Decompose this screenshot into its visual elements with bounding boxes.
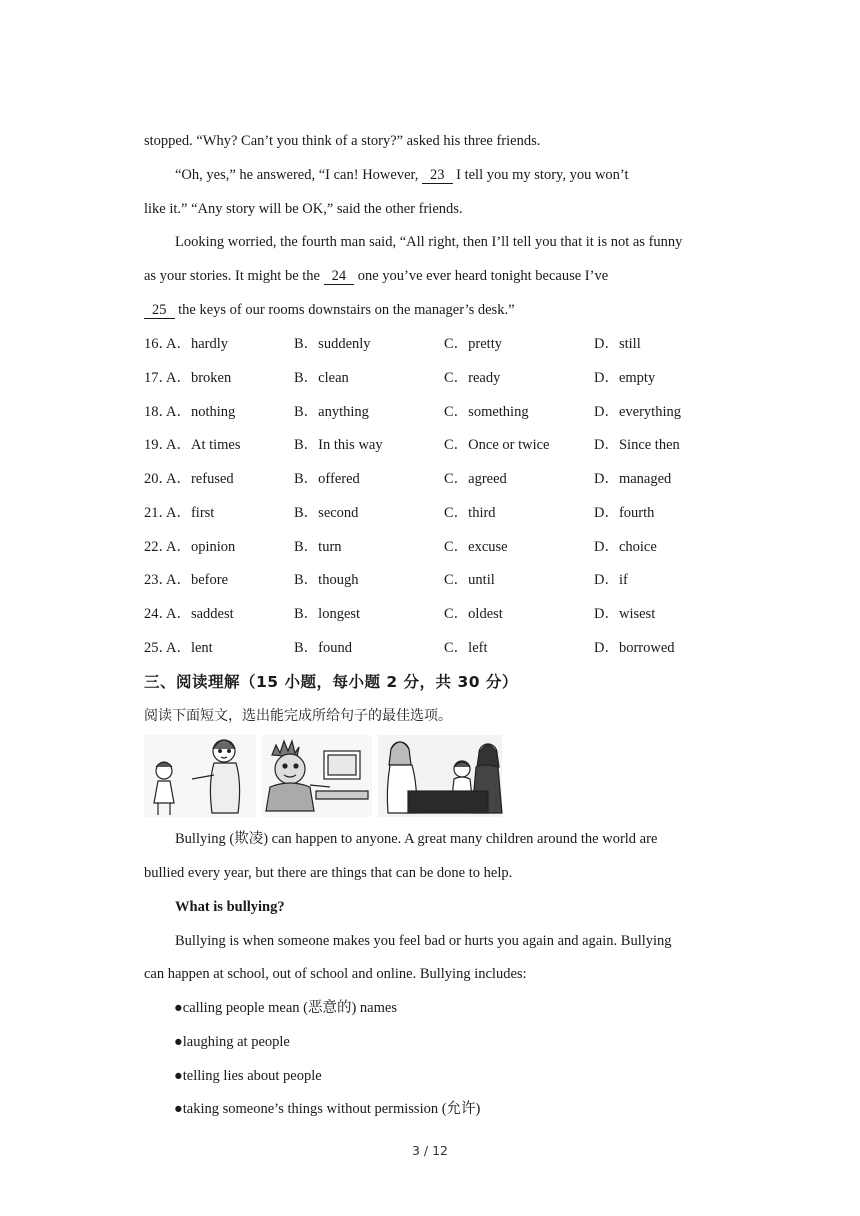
passage-line: can happen at school, out of school and online. Bullying includes:: [144, 966, 527, 982]
question-row: [144, 435, 744, 455]
question-row: [144, 402, 744, 422]
passage-subheading: What is bullying?: [175, 899, 285, 915]
page-number: 3 / 12: [411, 1143, 449, 1158]
option-d: D．if: [594, 572, 628, 588]
option-d: D．fourth: [594, 505, 655, 521]
option-a: A．first: [166, 505, 215, 521]
option-b: B．though: [294, 572, 359, 588]
option-b: B．clean: [294, 370, 349, 386]
question-row: [144, 469, 744, 489]
option-c: C．until: [444, 572, 495, 588]
section-heading: 三、阅读理解（15 小题，每小题 2 分，共 30 分）: [144, 673, 518, 691]
option-c: C．excuse: [444, 539, 508, 555]
question-number: 18．: [144, 404, 173, 420]
option-c: C．pretty: [444, 336, 502, 352]
option-d: D．managed: [594, 471, 672, 487]
option-a: A．refused: [166, 471, 234, 487]
passage-line: Bullying (欺凌) can happen to anyone. A great many children around the world are: [175, 831, 658, 847]
option-c: C．oldest: [444, 606, 503, 622]
option-c: C．third: [444, 505, 496, 521]
option-c: C．Once or twice: [444, 437, 550, 453]
option-b: B．second: [294, 505, 359, 521]
story-line: Looking worried, the fourth man said, “All right, then I’ll tell you that it is not as funny: [175, 234, 683, 250]
question-number: 22．: [144, 539, 173, 555]
option-c: C．ready: [444, 370, 501, 386]
question-row: [144, 638, 744, 658]
story-line: as your stories. It might be the 24 one you’ve ever heard tonight because I’ve: [144, 268, 609, 284]
option-a: A．At times: [166, 437, 241, 453]
question-number: 25．: [144, 640, 173, 656]
story-line: stopped. “Why? Can’t you think of a story?” asked his three friends.: [144, 133, 541, 149]
option-a: A．nothing: [166, 404, 236, 420]
question-number: 16．: [144, 336, 173, 352]
option-b: B．turn: [294, 539, 342, 555]
story-line: 25 the keys of our rooms downstairs on the manager’s desk.”: [144, 300, 716, 320]
answer-blank-24: 24: [324, 268, 355, 285]
option-a: A．lent: [166, 640, 213, 656]
bullying-illustration: [144, 735, 504, 817]
story-line: like it.” “Any story will be OK,” said the other friends.: [144, 201, 463, 217]
option-d: D．everything: [594, 404, 681, 420]
option-d: D．borrowed: [594, 640, 675, 656]
option-b: B．offered: [294, 471, 360, 487]
option-a: A．saddest: [166, 606, 234, 622]
option-a: A．before: [166, 572, 229, 588]
question-row: [144, 503, 744, 523]
section-instruction: 阅读下面短文，选出能完成所给句子的最佳选项。: [144, 708, 452, 724]
option-a: A．hardly: [166, 336, 229, 352]
passage-line: bullied every year, but there are things that can be done to help.: [144, 865, 513, 881]
question-number: 19．: [144, 437, 173, 453]
option-c: C．left: [444, 640, 488, 656]
question-row: [144, 570, 744, 590]
option-d: D．choice: [594, 539, 657, 555]
option-c: C．something: [444, 404, 529, 420]
question-number: 21．: [144, 505, 173, 521]
option-a: A．broken: [166, 370, 232, 386]
option-b: B．found: [294, 640, 352, 656]
question-row: [144, 368, 744, 388]
option-d: D．empty: [594, 370, 656, 386]
question-number: 24．: [144, 606, 173, 622]
option-d: D．wisest: [594, 606, 656, 622]
option-b: B．suddenly: [294, 336, 371, 352]
passage-line: Bullying is when someone makes you feel bad or hurts you again and again. Bullying: [175, 933, 672, 949]
bullet-item: ●telling lies about people: [174, 1068, 322, 1084]
answer-blank-25: 25: [144, 302, 175, 319]
question-row: [144, 334, 744, 354]
option-c: C．agreed: [444, 471, 507, 487]
option-b: B．longest: [294, 606, 361, 622]
story-line: “Oh, yes,” he answered, “I can! However, 23 I tell you my story, you won’t: [175, 167, 629, 183]
question-row: [144, 537, 744, 557]
question-number: 23．: [144, 572, 173, 588]
bullet-item: ●laughing at people: [174, 1034, 290, 1050]
option-d: D．still: [594, 336, 641, 352]
option-d: D．Since then: [594, 437, 680, 453]
option-b: B．In this way: [294, 437, 383, 453]
option-a: A．opinion: [166, 539, 236, 555]
bullet-item: ●calling people mean (恶意的) names: [174, 1000, 397, 1016]
bullet-item: ●taking someone’s things without permission (允许): [174, 1101, 481, 1117]
option-b: B．anything: [294, 404, 369, 420]
answer-blank-23: 23: [422, 167, 453, 184]
question-number: 17．: [144, 370, 173, 386]
question-row: [144, 604, 744, 624]
question-number: 20．: [144, 471, 173, 487]
